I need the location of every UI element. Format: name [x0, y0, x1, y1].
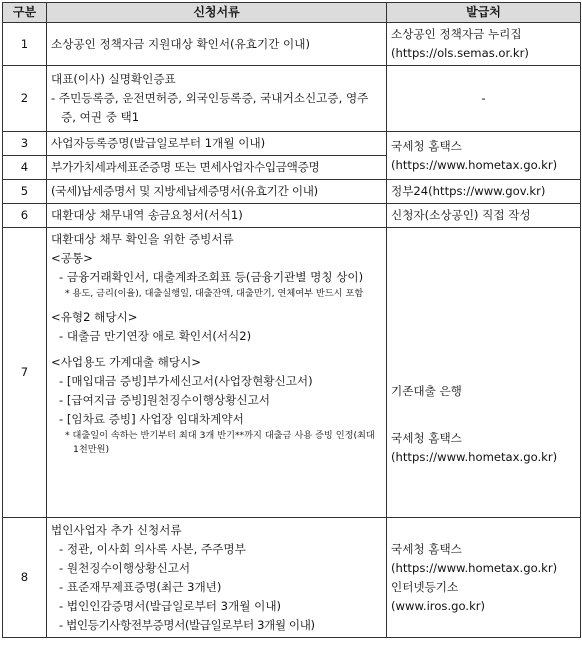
issuer-cell: [387, 204, 581, 228]
issuer-text: 정부24(https://www.gov.kr): [391, 184, 546, 198]
section-heading: <유형2 해당시>: [51, 310, 138, 324]
document-cell: [47, 204, 387, 228]
issuer-text: 국세청 홈택스: [391, 541, 462, 556]
issuer-text: 국세청 홈택스: [391, 431, 462, 445]
section-heading: <공통>: [51, 251, 93, 265]
document-subitem: - 대출금 만기연장 애로 확인서(서식2): [59, 329, 252, 343]
document-cell: [47, 228, 387, 518]
issuer-cell: [387, 228, 581, 518]
row-number: 3: [3, 132, 47, 156]
issuer-url: (https://www.hometax.go.kr): [391, 560, 558, 575]
document-text: 대환대상 채무내역 송금요청서(서식1): [51, 208, 243, 222]
table-row: [3, 204, 581, 228]
issuer-url: (https://www.hometax.go.kr): [391, 450, 558, 464]
document-subitem: - 주민등록증, 운전면허증, 외국인등록증, 국내거소신고증, 영주증, 여권 중 택1: [51, 91, 369, 124]
issuer-cell: -: [387, 66, 581, 132]
document-subitem: - [매입대금 증빙]부가세신고서(사업장현황신고서): [59, 374, 313, 388]
document-cell: [47, 518, 387, 638]
row-number: 4: [3, 156, 47, 180]
issuer-text: 국세청 홈택스: [391, 138, 462, 153]
header-documents: 신청서류: [47, 3, 387, 23]
document-subitem: - 원천징수이행상황신고서: [59, 560, 191, 575]
issuer-text: 인터넷등기소: [391, 579, 459, 594]
header-category: 구분: [3, 3, 47, 23]
header-issuer: 발급처: [387, 3, 581, 23]
document-note: * 용도, 금리(이율), 대출실행일, 대출잔액, 대출만기, 연체여부 반드시 포함: [65, 288, 364, 299]
document-cell: [47, 180, 387, 204]
issuer-text: 기존대출 은행: [391, 384, 462, 398]
row-number: 5: [3, 180, 47, 204]
document-subitem: - 금융거래확인서, 대출계좌조회표 등(금융기관별 명칭 상이): [59, 270, 364, 284]
issuer-text: 신청자(소상공인) 직접 작성: [391, 208, 531, 222]
document-text: 대표(이사) 실명확인증표: [51, 72, 176, 86]
document-note: * 대출일이 속하는 반기부터 최대 3개 반기**까지 대출금 사용 증빙 인정(최대 1천만원): [65, 430, 375, 455]
issuer-url: (www.iros.go.kr): [391, 598, 486, 613]
document-text: 부가가치세과세표준증명 또는 면세사업자수입금액증명: [51, 160, 320, 174]
issuer-cell: [387, 180, 581, 204]
issuer-cell: [387, 518, 581, 638]
table-row: [3, 132, 581, 156]
document-subitem: - [급여지급 증빙]원천징수이행상황신고서: [59, 393, 270, 407]
document-subitem: - [임차료 증빙] 사업장 임대차계약서: [59, 412, 244, 426]
document-cell: [47, 156, 387, 180]
document-subitem: - 법인인감증명서(발급일로부터 3개월 이내): [59, 598, 282, 613]
document-subitem: - 정관, 이사회 의사록 사본, 주주명부: [59, 541, 246, 556]
row-number: 2: [3, 66, 47, 132]
issuer-url: (https://ols.semas.or.kr): [391, 46, 529, 60]
table-row: [3, 518, 581, 638]
row-number: 1: [3, 23, 47, 66]
document-cell: [47, 66, 387, 132]
document-cell: [47, 23, 387, 66]
document-subitem: - 표준재무제표증명(최근 3개년): [59, 579, 222, 594]
table-row: [3, 66, 581, 132]
document-title: 대환대상 채무 확인을 위한 증빙서류: [51, 232, 234, 246]
document-text: (국세)납세증명서 및 지방세납세증명서(유효기간 이내): [51, 184, 318, 198]
document-requirements-table: [2, 2, 581, 638]
document-subitem: - 법인등기사항전부증명서(발급일로부터 3개월 이내): [59, 617, 315, 632]
document-text: 소상공인 정책자금 지원대상 확인서(유효기간 이내): [51, 36, 310, 51]
document-title: 법인사업자 추가 신청서류: [51, 522, 182, 537]
issuer-cell: [387, 132, 581, 180]
document-cell: [47, 132, 387, 156]
document-text: 사업자등록증명(발급일로부터 1개월 이내): [51, 136, 266, 150]
row-number: 8: [3, 518, 47, 638]
section-heading: <사업용도 가계대출 해당시>: [51, 355, 201, 369]
issuer-cell: [387, 23, 581, 66]
issuer-url: (https://www.hometax.go.kr): [391, 157, 558, 172]
table-row: [3, 180, 581, 204]
table-row: [3, 23, 581, 66]
row-number: 6: [3, 204, 47, 228]
issuer-text: 소상공인 정책자금 누리집: [391, 27, 522, 41]
row-number: 7: [3, 228, 47, 518]
table-header-row: [3, 3, 581, 23]
table-row: [3, 228, 581, 518]
